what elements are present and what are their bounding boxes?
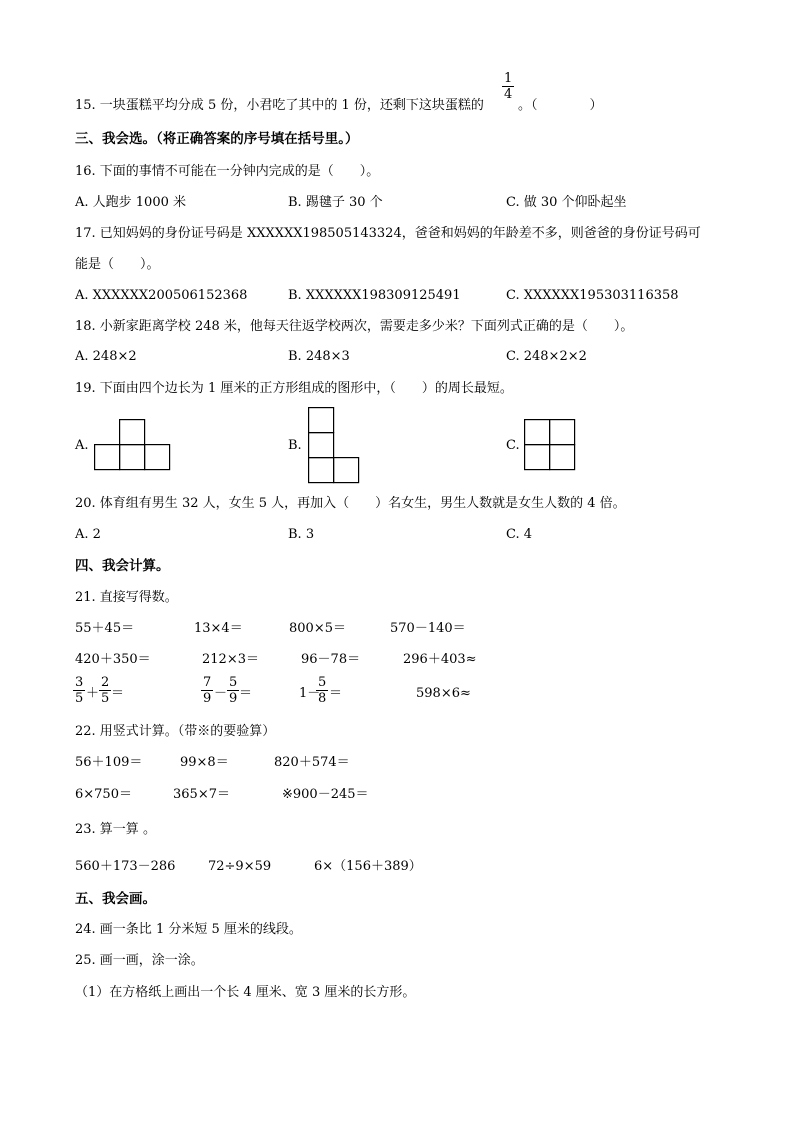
q16-option-c: C. 做 30 个仰卧起坐 (506, 195, 627, 210)
q15-fraction: 1 4 (504, 71, 513, 102)
square (550, 445, 575, 470)
q18-option-a: A. 248×2 (75, 349, 137, 364)
q24-text: 24. 画一条比 1 分米短 5 厘米的线段。 (75, 922, 302, 937)
square (309, 433, 334, 458)
q21-item: 55＋45＝ (75, 621, 135, 636)
fraction: 3 5 (75, 675, 84, 706)
q21-item: 420＋350＝ (75, 652, 151, 667)
q22-title: 22. 用竖式计算。（带※的要验算） (75, 724, 276, 739)
fraction: 5 9 (229, 675, 238, 706)
q16-option-a: A. 人跑步 1000 米 (75, 195, 187, 210)
q21-item: 96－78＝ (301, 652, 361, 667)
square (525, 445, 550, 470)
q25-sub1: （1）在方格纸上画出一个长 4 厘米、宽 3 厘米的长方形。 (75, 985, 416, 1000)
square (334, 458, 359, 483)
q18-option-b: B. 248×3 (288, 349, 350, 364)
q19-label-b: B. (288, 438, 302, 453)
q17-option-b: B. XXXXXX198309125491 (288, 288, 461, 303)
q16-option-b: B. 踢毽子 30 个 (288, 195, 383, 210)
q21-title: 21. 直接写得数。 (75, 590, 178, 605)
q20-option-b: B. 3 (288, 527, 315, 542)
q15-text: 15. 一块蛋糕平均分成 5 份，小君吃了其中的 1 份，还剩下这块蛋糕的 (75, 98, 484, 113)
q19-figure-b (308, 407, 361, 484)
q19-label-a: A. (75, 438, 89, 453)
q17-stem-line1: 17. 已知妈妈的身份证号码是 XXXXXX198505143324，爸爸和妈妈的年龄差不多，则爸爸的身份证号码可 (75, 226, 701, 241)
section-5-title: 五、我会画。 (75, 891, 156, 907)
q16-stem: 16. 下面的事情不可能在一分钟内完成的是（ ）。 (75, 164, 380, 179)
square (309, 458, 334, 483)
q23-item: 72÷9×59 (208, 859, 272, 874)
q18-option-c: C. 248×2×2 (506, 349, 587, 364)
q21-item: 212×3＝ (202, 652, 259, 667)
square (120, 445, 145, 470)
square (120, 420, 145, 445)
square (550, 420, 575, 445)
q20-option-c: C. 4 (506, 527, 533, 542)
q17-option-a: A. XXXXXX200506152368 (75, 288, 248, 303)
q21-item: 296＋403≈ (403, 652, 477, 667)
q22-item: 99×8＝ (180, 755, 229, 770)
q21-item: 800×5＝ (289, 621, 346, 636)
fraction: 7 9 (203, 675, 212, 706)
q17-option-c: C. XXXXXX195303116358 (506, 288, 679, 303)
q19-label-c: C. (506, 438, 520, 453)
q22-item: 56＋109＝ (75, 755, 143, 770)
q22-item: 6×750＝ (75, 787, 132, 802)
square (95, 445, 120, 470)
q23-title: 23. 算一算 。 (75, 822, 156, 837)
square (525, 420, 550, 445)
square (145, 445, 170, 470)
q19-stem: 19. 下面由四个边长为 1 厘米的正方形组成的图形中，（ ）的周长最短。 (75, 381, 513, 396)
q22-item: ※900－245＝ (282, 787, 369, 802)
q21-item: 13×4＝ (194, 621, 243, 636)
q20-stem: 20. 体育组有男生 32 人，女生 5 人，再加入（ ）名女生，男生人数就是女生人数的 4 倍。 (75, 496, 626, 511)
fraction: 5 8 (318, 675, 327, 706)
fraction: 2 5 (101, 675, 110, 706)
section-4-title: 四、我会计算。 (75, 558, 170, 574)
q15-answer-blank: 。（ ） (518, 98, 603, 113)
q19-figure-a (94, 419, 172, 471)
q21-item: 598×6≈ (416, 686, 471, 701)
q22-item: 820＋574＝ (274, 755, 350, 770)
q23-item: 6×（156＋389） (314, 859, 422, 874)
section-3-title: 三、我会选。（将正确答案的序号填在括号里。） (75, 131, 359, 147)
q25-title: 25. 画一画，涂一涂。 (75, 953, 204, 968)
q19-figure-c (524, 419, 577, 471)
q21-item: 570－140＝ (390, 621, 466, 636)
q22-item: 365×7＝ (173, 787, 230, 802)
q17-stem-line2: 能是（ ）。 (75, 257, 160, 272)
q18-stem: 18. 小新家距离学校 248 米，他每天往返学校两次，需要走多少米？下面列式正确的是（ ）。 (75, 319, 634, 334)
square (309, 408, 334, 433)
q20-option-a: A. 2 (75, 527, 101, 542)
q23-item: 560＋173－286 (75, 859, 176, 874)
